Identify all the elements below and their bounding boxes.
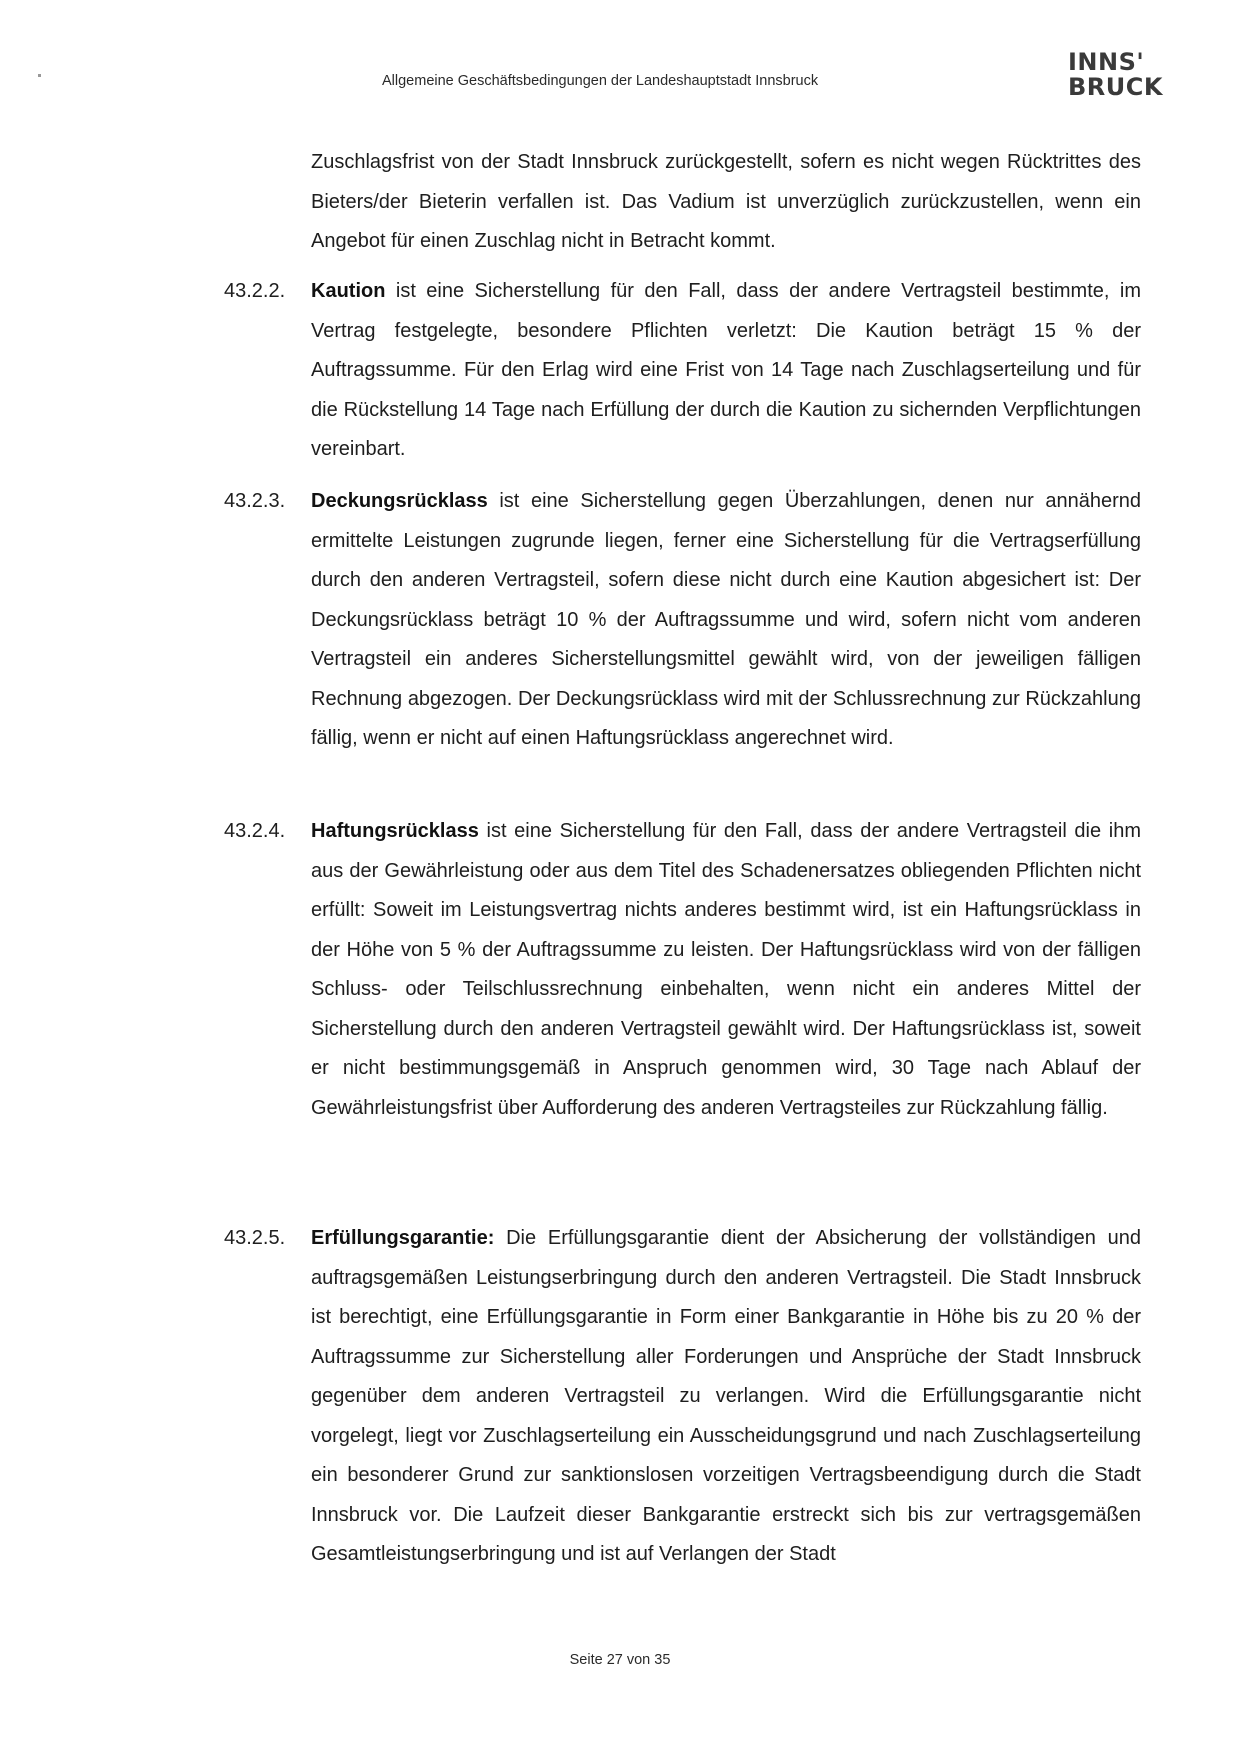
- section-number: 43.2.5.: [224, 1227, 286, 1249]
- section-term: Kaution: [311, 280, 386, 302]
- intro-paragraph: Zuschlagsfrist von der Stadt Innsbruck zurückgestellt, sofern es nicht wegen Rücktrittes des Bieters/der Bieterin verfallen ist. Das Vadium ist unverzüglich zurückzustellen, wenn ein Angebot für einen Zuschlag nicht in Betracht kommt.: [311, 151, 1141, 252]
- section-paragraph: [311, 1219, 1141, 1575]
- logo-line-1: INNS': [1068, 48, 1145, 76]
- section-text: Die Erfüllungsgarantie dient der Absicherung der vollständigen und auftragsgemäßen Leistungserbringung durch den anderen Vertragsteil. Die Stadt Innsbruck ist berechtigt, eine Erfüllungsgarantie in Form einer Bankgarantie in Höhe bis zu 20 % der Auftragssumme zur Sicherstellung aller Forderungen und Ansprüche der Stadt Innsbruck gegenüber dem anderen Vertragsteil zu verlangen. Wird die Erfüllungsgarantie nicht vorgelegt, liegt vor Zuschlagserteilung ein Ausscheidungsgrund und nach Zuschlagserteilung ein besonderer Grund zur sanktionslosen vorzeitigen Vertragsbeendigung durch die Stadt Innsbruck vor. Die Laufzeit dieser Bankgarantie erstreckt sich bis zur vertragsgemäßen Gesamtleistungserbringung und ist auf Verlangen der Stadt: [311, 1227, 1141, 1565]
- section-number: 43.2.4.: [224, 820, 286, 842]
- scan-speck: [38, 74, 41, 77]
- section-text: ist eine Sicherstellung für den Fall, dass der andere Vertragsteil die ihm aus der Gewährleistung oder aus dem Titel des Schadenersatzes obliegenden Pflichten nicht erfüllt: Soweit im Leistungsvertrag nichts anderes bestimmt wird, ist ein Haftungsrücklass in der Höhe von 5 % der Auftragssumme zu leisten. Der Haftungsrücklass wird von der fälligen Schluss- oder Teilschlussrechnung einbehalten, wenn nicht ein anderes Mittel der Sicherstellung durch den anderen Vertragsteil gewählt wird. Der Haftungsrücklass ist, soweit er nicht bestimmungsgemäß in Anspruch genommen wird, 30 Tage nach Ablauf der Gewährleistungsfrist über Aufforderung des anderen Vertragsteiles zur Rückzahlung fällig.: [311, 820, 1141, 1119]
- section-term: Haftungsrücklass: [311, 820, 479, 842]
- section-number: 43.2.3.: [224, 490, 286, 512]
- section-paragraph: [311, 272, 1141, 470]
- section-text: ist eine Sicherstellung gegen Überzahlungen, denen nur annähernd ermittelte Leistungen zugrunde liegen, ferner eine Sicherstellung für die Vertragserfüllung durch den anderen Vertragsteil, sofern diese nicht durch eine Kaution abgesichert ist: Der Deckungsrücklass beträgt 10 % der Auftragssumme und wird, sofern nicht vom anderen Vertragsteil ein anderes Sicherstellungsmittel gewählt wird, von der jeweiligen fälligen Rechnung abgezogen. Der Deckungsrücklass wird mit der Schlussrechnung zur Rückzahlung fällig, wenn er nicht auf einen Haftungsrücklass angerechnet wird.: [311, 490, 1141, 749]
- header-title: Allgemeine Geschäftsbedingungen der Landeshauptstadt Innsbruck: [382, 73, 819, 89]
- innsbruck-logo: [1068, 50, 1178, 100]
- section-term: Erfüllungsgarantie:: [311, 1227, 495, 1249]
- logo-line-2: BRUCK: [1068, 73, 1163, 101]
- page-number-footer: Seite 27 von 35: [569, 1652, 671, 1668]
- section-term: Deckungsrücklass: [311, 490, 488, 512]
- section-number: 43.2.2.: [224, 280, 286, 302]
- section-paragraph: [311, 482, 1141, 759]
- section-paragraph: [311, 812, 1141, 1128]
- section-text: ist eine Sicherstellung für den Fall, dass der andere Vertragsteil bestimmte, im Vertrag festgelegte, besondere Pflichten verletzt: Die Kaution beträgt 15 % der Auftragssumme. Für den Erlag wird eine Frist von 14 Tage nach Zuschlagserteilung und für die Rückstellung 14 Tage nach Erfüllung der durch die Kaution zu sichernden Verpflichtungen vereinbart.: [311, 280, 1141, 460]
